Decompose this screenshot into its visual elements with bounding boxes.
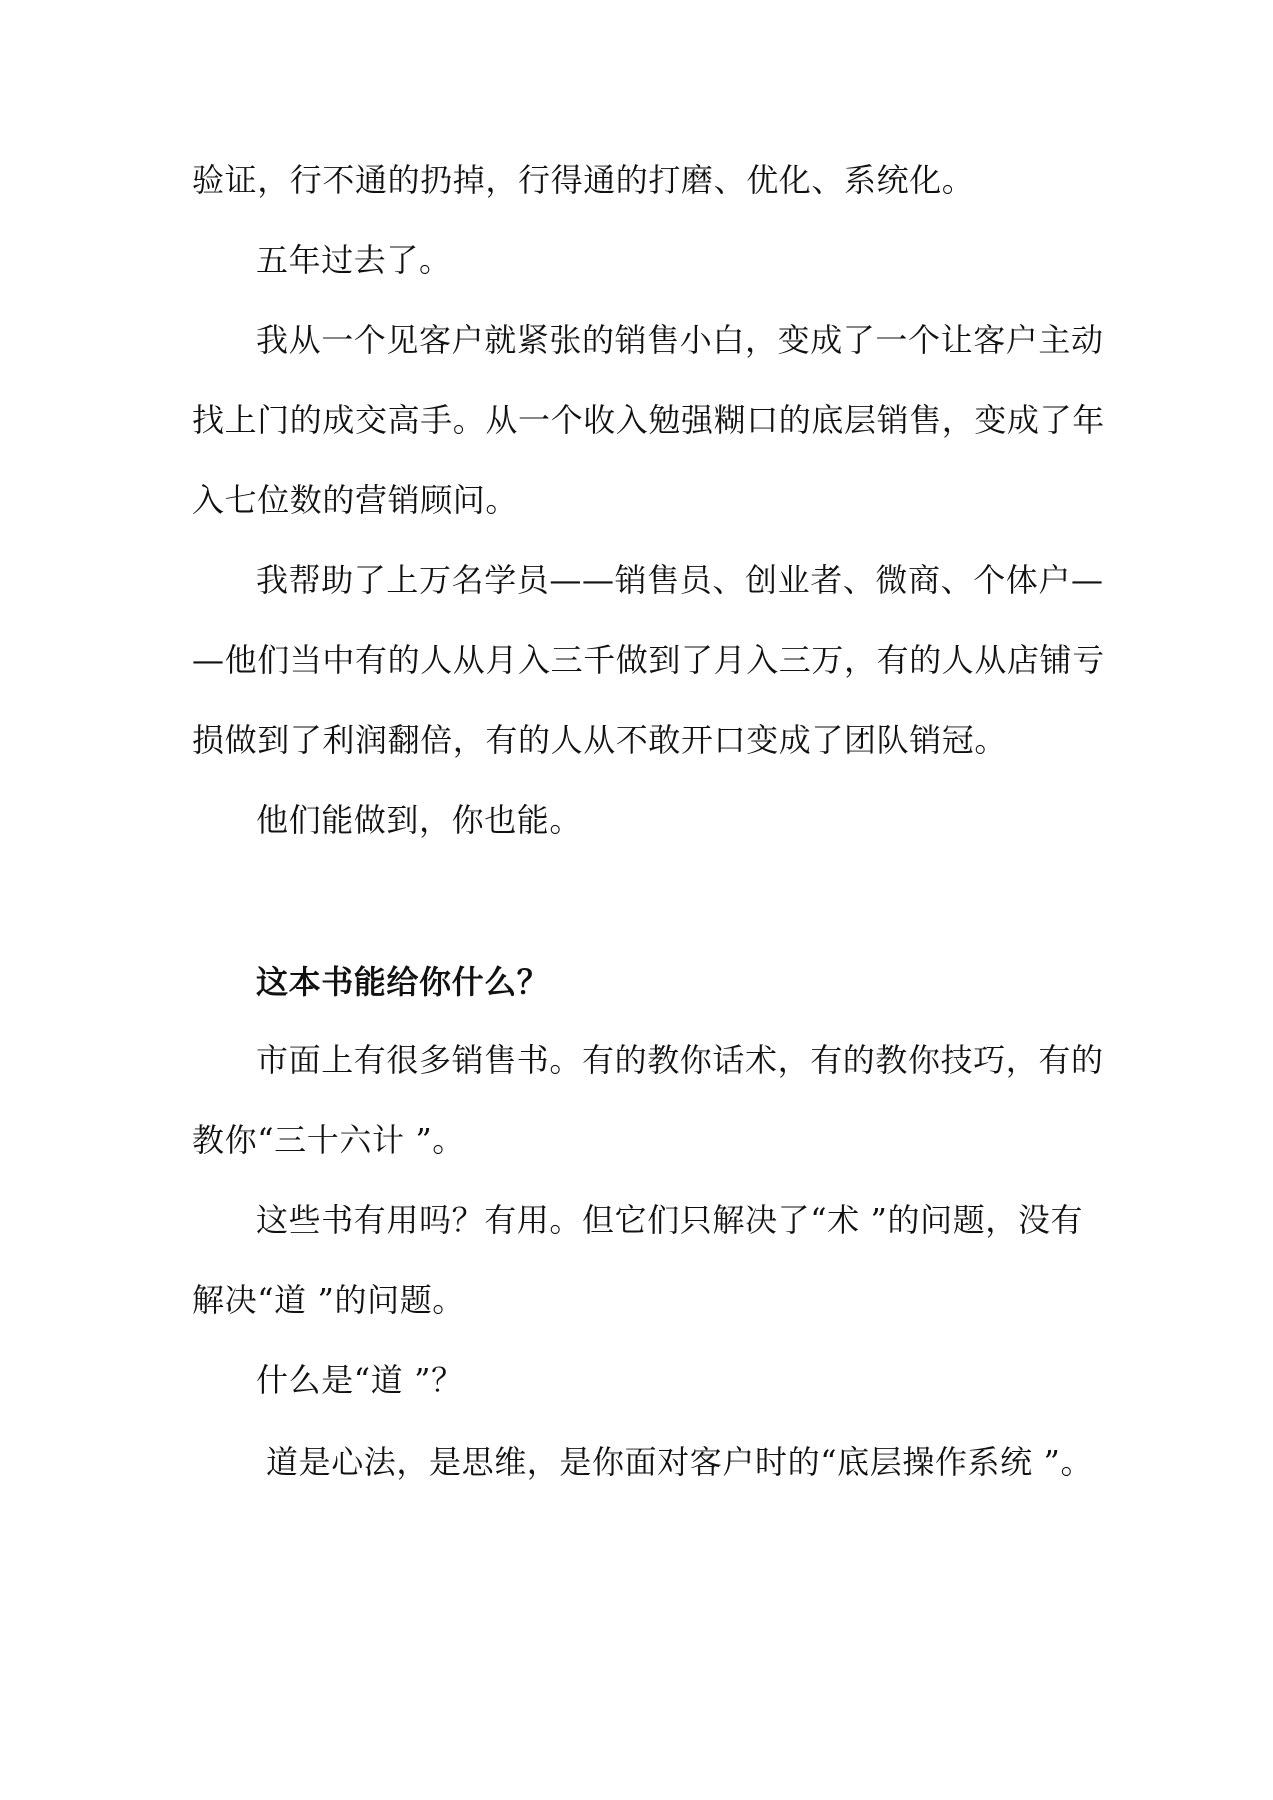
body-text-line: 我从一个见客户就紧张的销售小白，变成了一个让客户主动	[256, 321, 1104, 359]
body-text-line: 我帮助了上万名学员——销售员、创业者、微商、个体户—	[256, 561, 1104, 599]
body-text-line: 这些书有用吗？有用。但它们只解决了“术 ”的问题，没有	[256, 1201, 1084, 1239]
body-text-line: 损做到了利润翻倍，有的人从不敢开口变成了团队销冠。	[192, 721, 1008, 759]
body-text-line: 他们能做到，你也能。	[256, 801, 583, 839]
body-text-line: 找上门的成交高手。从一个收入勉强糊口的底层销售，变成了年	[192, 401, 1105, 439]
body-text-line: 解决“道 ”的问题。	[192, 1281, 465, 1319]
section-heading: 这本书能给你什么？	[256, 963, 550, 1001]
body-text-line: 市面上有很多销售书。有的教你话术，有的教你技巧，有的	[256, 1041, 1104, 1079]
body-text-line: 入七位数的营销顾问。	[192, 481, 519, 519]
body-text-line: 教你“三十六计 ”。	[192, 1121, 465, 1159]
body-text-line: 验证，行不通的扔掉，行得通的打磨、优化、系统化。	[192, 161, 975, 199]
body-text-line: —他们当中有的人从月入三千做到了月入三万，有的人从店铺亏	[192, 641, 1105, 679]
body-text-line: 五年过去了。	[256, 241, 452, 279]
body-text-line: 道是心法，是思维，是你面对客户时的“底层操作系统 ”。	[266, 1443, 1094, 1481]
body-text-line: 什么是“道 ”？	[256, 1361, 464, 1399]
